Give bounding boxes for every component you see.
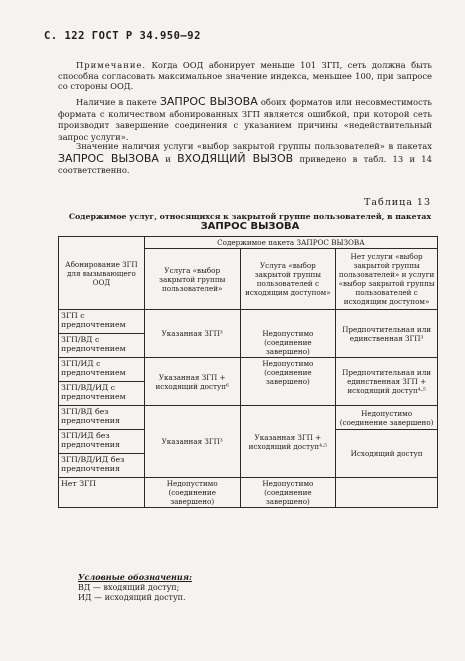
paragraph-1 — [58, 96, 432, 143]
table-cell: Указанная ЗГП³ — [144, 406, 240, 478]
standard-code: ГОСТ Р 34.950—92 — [91, 30, 201, 42]
caption-line-1: Содержимое услуг, относящихся к закрытой группе пользователей, в пакетах — [68, 212, 432, 221]
para2-mid: и — [165, 153, 171, 164]
table-cell: Недопустимо (соединение завершено) — [336, 406, 438, 430]
group-header: Содержимое пакета ЗАПРОС ВЫЗОВА — [144, 237, 437, 249]
legend-vd: ВД — входящий доступ; — [78, 582, 180, 592]
table-row-label: ЗГП/ИД без предпочтения — [59, 430, 145, 454]
table-row-label: ЗГП/ВД/ИД с предпочтением — [59, 382, 145, 406]
table-cell: Указанная ЗГП + исходящий доступ⁶ — [144, 358, 240, 406]
para1-prefix: Наличие в пакете — [76, 97, 157, 107]
table-row-label: ЗГП/ВД/ИД без предпочтения — [59, 454, 145, 478]
para2-suffix: приведено в табл. 13 и 14 соответственно. — [58, 153, 432, 175]
table-cell: Недопустимо (соединение завершено) — [240, 478, 336, 508]
table-cell: Недопустимо (соединение завершено) — [240, 310, 336, 358]
paragraph-2 — [58, 141, 432, 177]
table-cell: Указанная ЗГП³ — [144, 310, 240, 358]
table-cell: Недопустимо (соединение завершено) — [144, 478, 240, 508]
para2-prefix: Значение наличия услуги «выбор закрытой группы пользователей» в пакетах — [76, 141, 432, 151]
table-row-label: ЗГП/ВД с предпочтением — [59, 334, 145, 358]
page-number: С. 122 — [44, 30, 85, 42]
note-text: Когда ООД абонирует меньше 101 ЗГП, сеть должна быть способна согласовать максимальное значение индекса, меньшее 100, при запросе со стороны ООД. — [58, 60, 432, 91]
table-row-label: ЗГП с предпочтением — [59, 310, 145, 334]
para1-suffix: обоих форматов или несовместимость формата с количеством абонированных ЗГП является ошибкой, при которой сеть производит завершение соединения с указанием причины «недействительный запрос услуги». — [58, 97, 432, 142]
para2-packet-2: ВХОДЯЩИЙ ВЫЗОВ — [177, 151, 294, 165]
table-row-label: ЗГП/ИД с предпочтением — [59, 358, 145, 382]
page-header — [44, 30, 201, 42]
legend-title: Условные обозначения: — [78, 572, 193, 582]
table-row-label: Нет ЗГП — [59, 478, 145, 508]
caption-line-2: ЗАПРОС ВЫЗОВА — [200, 221, 300, 232]
col1-header: Услуга «выбор закрытой группы пользователей» — [144, 249, 240, 310]
para1-packet-name: ЗАПРОС ВЫЗОВА — [159, 95, 258, 108]
table-caption — [64, 212, 436, 232]
table-cell: Предпочтительная или единственная ЗГП³ — [336, 310, 438, 358]
note-paragraph — [58, 60, 432, 92]
note-label: Примечание. — [76, 60, 147, 70]
table-cell: Недопустимо (соединение завершено) — [240, 358, 336, 406]
table-cell-empty — [336, 478, 438, 508]
table-cell: Предпочтительная или единственная ЗГП + исходящий доступ⁴·⁵ — [336, 358, 438, 406]
legend-id: ИД — исходящий доступ. — [78, 593, 186, 602]
col0-header: Абонирование ЗГП для вызывающего ООД — [59, 237, 145, 310]
col3-header: Нет услуги «выбор закрытой группы пользователей» и услуги «выбор закрытой группы пользователей с исходящим доступом» — [336, 249, 438, 310]
table-title: Таблица 13 — [364, 197, 431, 208]
table-row-label: ЗГП/ВД без предпочтения — [59, 406, 145, 430]
para2-packet-1: ЗАПРОС ВЫЗОВА — [58, 151, 159, 165]
table-cell: Исходящий доступ — [336, 430, 438, 478]
csp-table — [58, 236, 438, 508]
table-cell: Указанная ЗГП + исходящий доступ⁴·⁵ — [240, 406, 336, 478]
legend — [78, 572, 192, 604]
col2-header: Услуга «выбор закрытой группы пользователей с исходящим доступом» — [240, 249, 336, 310]
